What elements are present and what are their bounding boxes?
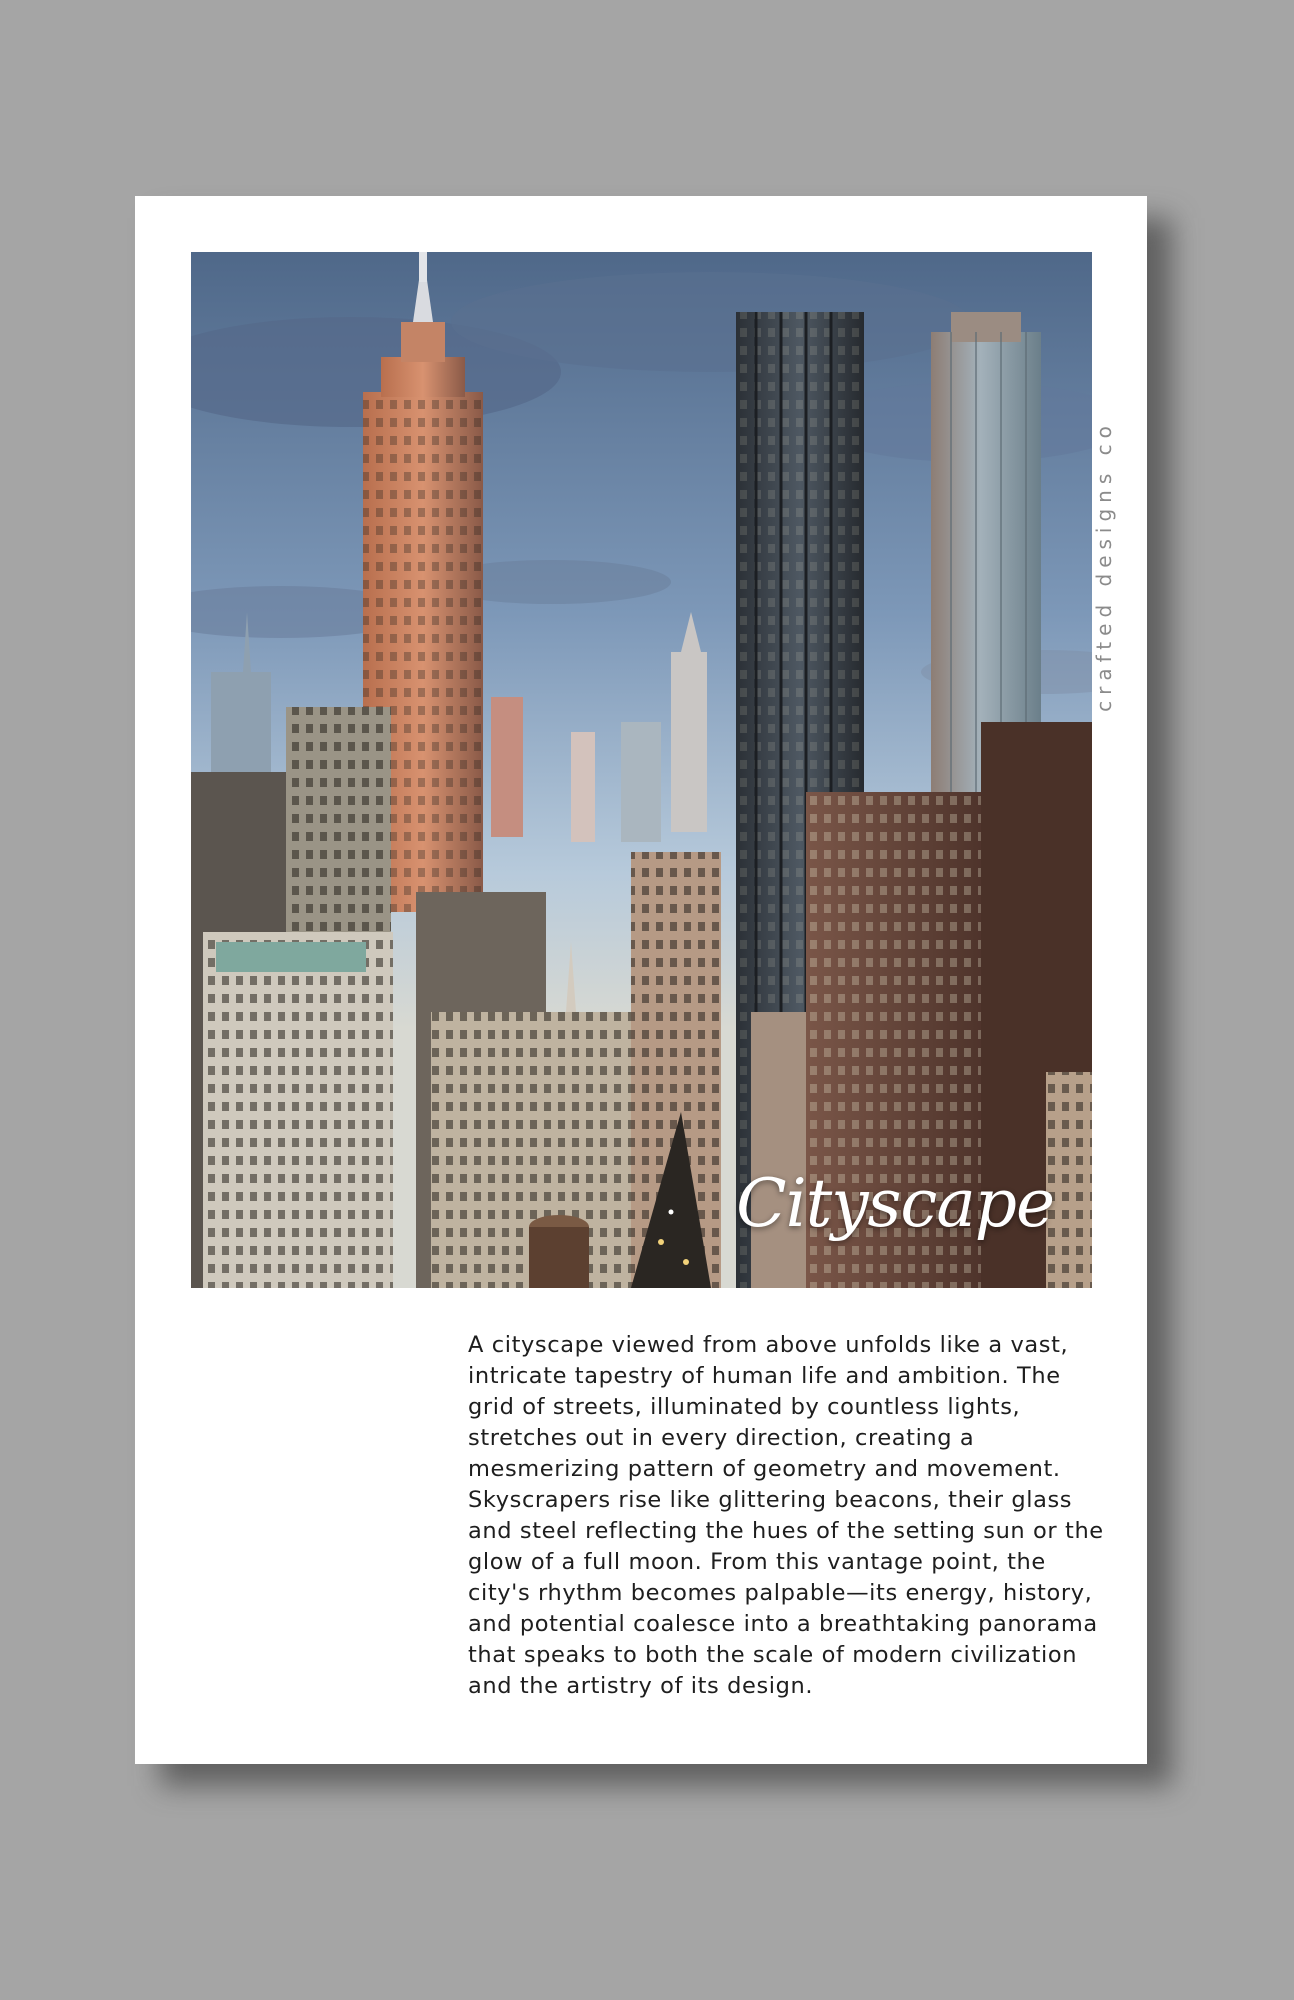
photo-title: Cityscape xyxy=(736,1165,1054,1242)
cityscape-photo xyxy=(191,252,1092,1288)
description-paragraph: A cityscape viewed from above unfolds like a vast, intricate tapestry of human life and ambition. The grid of streets, illuminated by countless lights, stretches out in every direction, creating a mesmerizing pattern of geometry and movement. Skyscrapers rise like glittering beacons, their glass and steel reflecting the hues of the setting sun or the glow of a full moon. From this vantage point, the city's rhythm becomes palpable—its energy, history, and potential coalesce into a breathtaking panorama that speaks to both the scale of modern civilization and the artistry of its design. xyxy=(468,1332,1104,1699)
postcard xyxy=(135,196,1147,1764)
brand-label: crafted designs co xyxy=(1092,420,1116,712)
